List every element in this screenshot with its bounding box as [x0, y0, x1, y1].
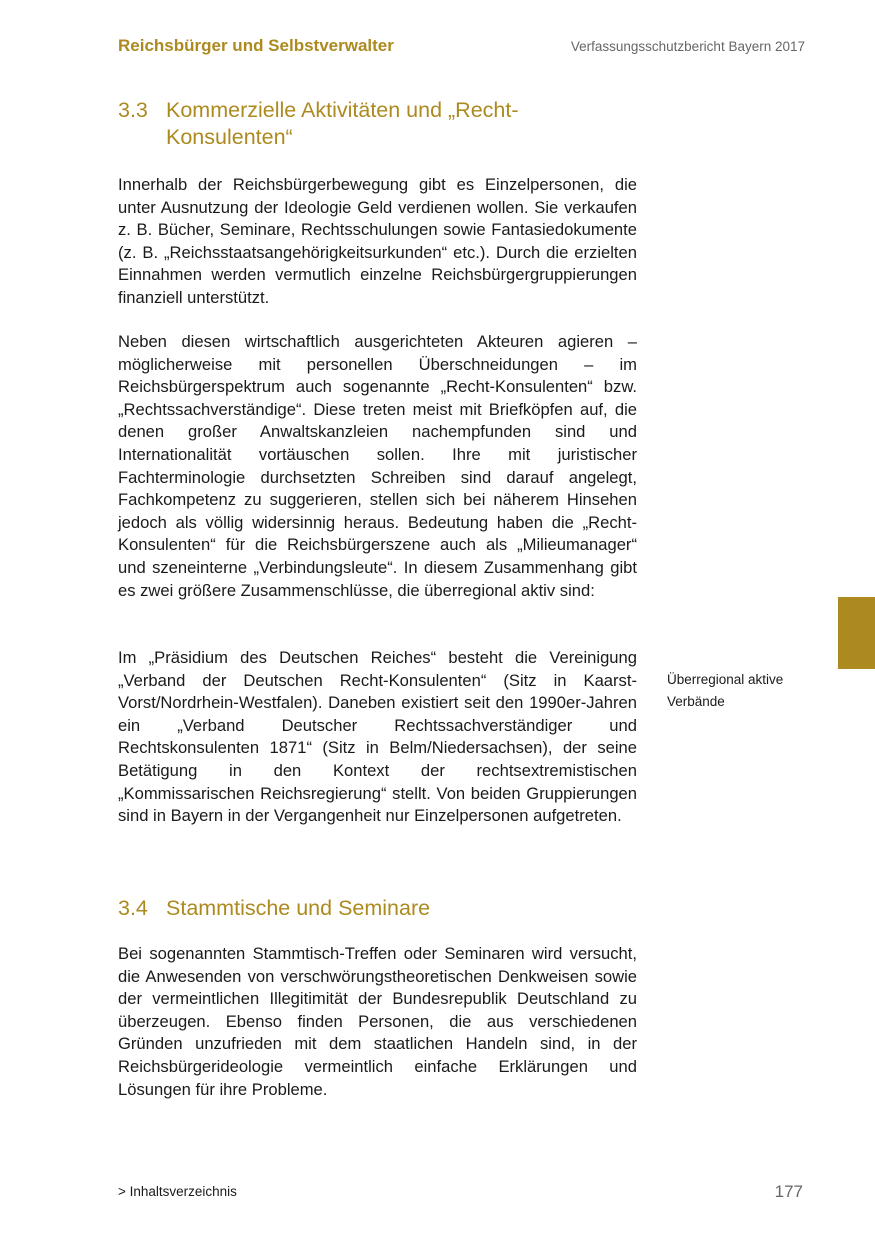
paragraph: Im „Präsidium des Deutschen Reiches“ besteht die Vereinigung „Verband der Deutschen Recht-Konsulenten“ (Sitz in Kaarst-Vorst/Nordrhein-Westfalen). Daneben existiert seit den 1990er-Jahren ein „Verband Deutscher Rechtssachverständiger und Rechtskonsulenten 1871“ (Sitz in Belm/Niedersachsen), der seine Betätigung in den Kontext der rechtsextremistischen „Kommissarischen Reichsregierung“ stellt. Von beiden Gruppierungen sind in Bayern in der Vergangenheit nur Einzelpersonen aufgetreten. [118, 648, 637, 826]
chapter-side-tab [838, 597, 875, 669]
section-title: Kommerzielle Aktivitäten und „Recht-Konsulenten“ [166, 98, 519, 149]
section-number: 3.3 [118, 98, 148, 122]
section-title: Stammtische und Seminare [166, 896, 431, 920]
paragraph: Innerhalb der Reichsbürgerbewegung gibt es Einzelpersonen, die unter Ausnutzung der Ideologie Geld verdienen wollen. Sie verkaufen z. B. Bücher, Seminare, Rechtsschulungen sowie Fantasiedokumente (z. B. „Reichsstaatsangehörigkeitsurkunden“ etc.). Durch die erzielten Einnahmen werden vermutlich einzelne Reichsbürgergruppierungen finanziell unterstützt. [118, 175, 637, 307]
section-heading-3-4 [118, 895, 598, 922]
running-header-section: Reichsbürger und Selbstverwalter [118, 36, 394, 55]
section-number: 3.4 [118, 896, 148, 920]
page-number: 177 [774, 1182, 803, 1201]
margin-note: Überregional aktive Verbände [667, 672, 784, 709]
section-heading-3-3 [118, 97, 598, 151]
paragraph: Bei sogenannten Stammtisch-Treffen oder Seminaren wird versucht, die Anwesenden von verschwörungstheoretischen Denkweisen sowie der vermeintlichen Illegitimität der Bundesrepublik Deutschland zu überzeugen. Ebenso finden Personen, die aus verschiedenen Gründen unzufrieden mit dem staatlichen Handeln sind, in der Reichsbürgerideologie vermeintlich einfache Erklärungen und Lösungen für ihre Probleme. [118, 944, 637, 1099]
table-of-contents-link[interactable]: > Inhaltsverzeichnis [118, 1184, 237, 1199]
running-header-report-title: Verfassungsschutzbericht Bayern 2017 [570, 39, 805, 54]
paragraph: Neben diesen wirtschaftlich ausgerichteten Akteuren agieren – möglicherweise mit personellen Überschneidungen – im Reichsbürgerspektrum auch sogenannte „Recht-Konsulenten“ bzw. „Rechtssachverständige“. Diese treten meist mit Briefköpfen auf, die denen großer Anwaltskanzleien nachempfunden sind und Internationalität vortäuschen sollen. Ihre mit juristischer Fachterminologie durchsetzten Schreiben sind darauf angelegt, Fachkompetenz zu suggerieren, stellen sich bei näherem Hinsehen jedoch als völlig widersinnig heraus. Bedeutung haben die „Recht-Konsulenten“ für die Reichsbürgerszene auch als „Milieumanager“ und szeneinterne „Verbindungsleute“. In diesem Zusammenhang gibt es zwei größere Zusammenschlüsse, die überregional aktiv sind: [118, 332, 637, 600]
